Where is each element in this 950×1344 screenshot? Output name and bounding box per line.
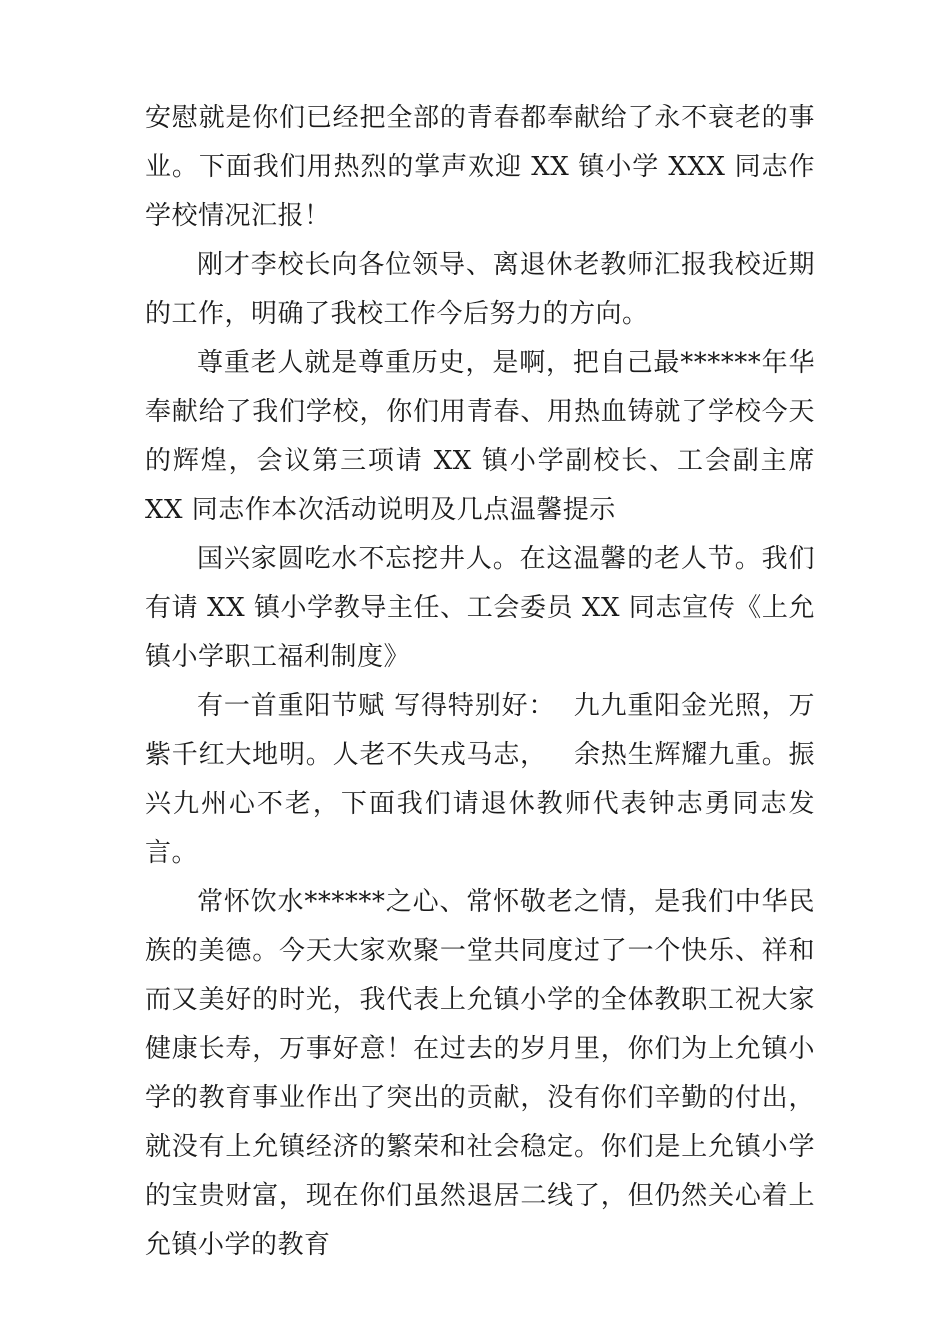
paragraph-1: 安慰就是你们已经把全部的青春都奉献给了永不衰老的事业。下面我们用热烈的掌声欢迎 XX 镇小学 XXX 同志作学校情况汇报！ <box>145 103 815 231</box>
paragraph-2: 刚才李校长向各位领导、离退休老教师汇报我校近期的工作，明确了我校工作今后努力的方向。 <box>145 250 815 329</box>
paragraph-5: 有一首重阳节赋 写得特别好： 九九重阳金光照，万紫千红大地明。人老不失戎马志， 余热生辉耀九重。振兴九州心不老，下面我们请退休教师代表钟志勇同志发言。 <box>145 691 815 868</box>
paragraph-4: 国兴家圆吃水不忘挖井人。在这温馨的老人节。我们有请 XX 镇小学教导主任、工会委员 XX 同志宣传《上允镇小学职工福利制度》 <box>145 544 815 672</box>
paragraph-6: 常怀饮水******之心、常怀敬老之情，是我们中华民族的美德。今天大家欢聚一堂共同度过了一个快乐、祥和而又美好的时光，我代表上允镇小学的全体教职工祝大家健康长寿，万事好意！在过去的岁月里，你们为上允镇小学的教育事业作出了突出的贡献，没有你们辛勤的付出，就没有上允镇经济的繁荣和社会稳定。你们是上允镇小学的宝贵财富，现在你们虽然退居二线了，但仍然关心着上允镇小学的教育 <box>145 887 815 1260</box>
paragraph-3: 尊重老人就是尊重历史，是啊，把自己最******年华奉献给了我们学校，你们用青春、用热血铸就了学校今天的辉煌，会议第三项请 XX 镇小学副校长、工会副主席 XX 同志作本次活动说明及几点温馨提示 <box>145 348 824 525</box>
document-body <box>145 94 824 1270</box>
